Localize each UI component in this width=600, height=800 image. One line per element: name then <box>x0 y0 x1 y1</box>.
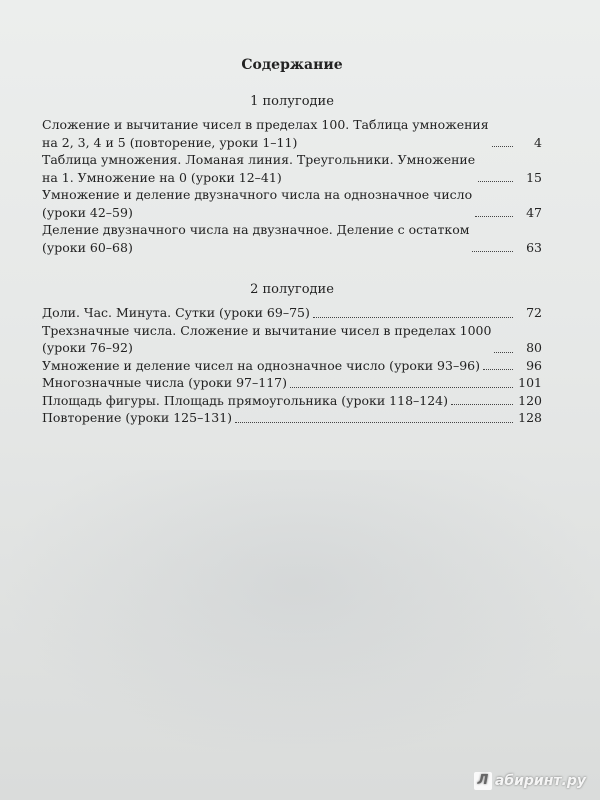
dot-leader <box>478 181 513 182</box>
entry-line: Таблица умножения. Ломаная линия. Треугольники. Умножение <box>42 152 476 167</box>
toc-entry <box>42 151 542 186</box>
entry-line: (уроки 42–59) <box>42 204 133 220</box>
dot-leader <box>235 422 513 423</box>
section-second-half <box>42 282 542 427</box>
labirint-logo-icon: Л <box>474 772 492 790</box>
entry-line: (уроки 60–68) <box>42 239 133 255</box>
page-number: 80 <box>526 340 542 355</box>
section-first-half <box>42 94 542 256</box>
dot-leader <box>290 387 513 388</box>
entry-line: (уроки 76–92) <box>42 340 133 355</box>
page-number: 72 <box>526 305 542 320</box>
entry-line: Многозначные числа (уроки 97–117) <box>42 375 287 390</box>
dot-leader <box>472 251 513 252</box>
labirint-watermark <box>474 772 586 790</box>
page-number: 101 <box>518 375 542 390</box>
toc-entry <box>42 374 542 392</box>
entry-line: на 1. Умножение на 0 (уроки 12–41) <box>42 169 282 185</box>
dot-leader <box>451 404 513 405</box>
entry-line: Сложение и вычитание чисел в пределах 100. Таблица умножения <box>42 117 489 132</box>
bleed-through-area <box>0 470 600 760</box>
toc-entry <box>42 322 542 357</box>
toc-entry <box>42 357 542 375</box>
toc-entry <box>42 392 542 410</box>
dot-leader <box>483 369 513 370</box>
page-number: 96 <box>526 357 542 373</box>
page-number: 120 <box>518 392 542 408</box>
toc-entry <box>42 186 542 221</box>
entry-line: Умножение и деление двузначного числа на однозначное число <box>42 187 473 202</box>
entry-line: Повторение (уроки 125–131) <box>42 410 233 425</box>
entry-line: Умножение и деление чисел на однозначное число (уроки 93–96) <box>42 357 481 373</box>
page-number: 63 <box>526 239 542 255</box>
watermark-text: абиринт.ру <box>494 773 586 789</box>
entry-line: Доли. Час. Минута. Сутки (уроки 69–75) <box>42 305 310 320</box>
entry-line: Площадь фигуры. Площадь прямоугольника (уроки 118–124) <box>42 392 449 408</box>
entry-line: Деление двузначного числа на двузначное. Деление с остатком <box>42 222 470 237</box>
dot-leader <box>492 146 513 147</box>
page-number: 4 <box>534 134 542 150</box>
entry-line: Трехзначные числа. Сложение и вычитание чисел в пределах 1000 <box>42 322 492 338</box>
page-number: 128 <box>518 410 542 425</box>
table-of-contents <box>42 56 542 427</box>
dot-leader <box>494 352 513 353</box>
dot-leader <box>475 216 513 217</box>
toc-entry <box>42 409 542 427</box>
section-heading: 2 полугодие <box>250 282 334 297</box>
page-title: Содержание <box>241 57 343 73</box>
page-number: 47 <box>526 204 542 220</box>
dot-leader <box>313 317 513 318</box>
entry-line: на 2, 3, 4 и 5 (повторение, уроки 1–11) <box>42 134 298 150</box>
page-number: 15 <box>526 169 542 185</box>
toc-entry <box>42 221 542 256</box>
section-heading: 1 полугодие <box>250 94 334 109</box>
toc-entry <box>42 304 542 322</box>
toc-entry <box>42 116 542 151</box>
